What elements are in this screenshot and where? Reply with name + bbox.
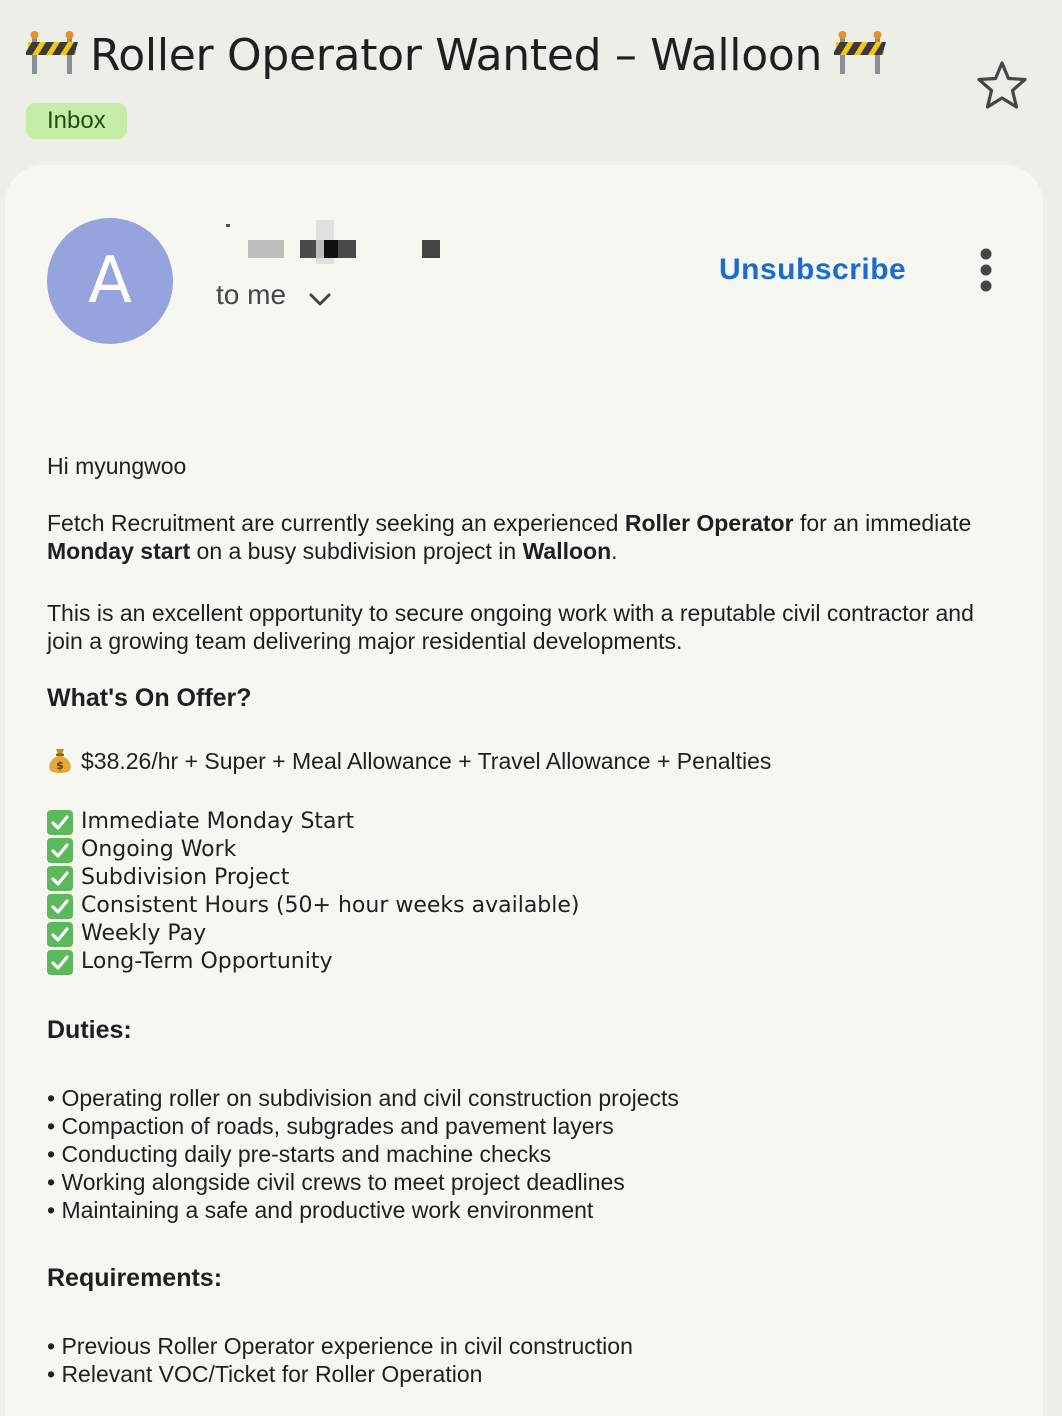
list-item: • Previous Roller Operator experience in civil construction xyxy=(47,1333,633,1359)
list-item: • Operating roller on subdivision and civil construction projects xyxy=(47,1085,679,1111)
intro-paragraph: Fetch Recruitment are currently seeking an experienced Roller Operator for an immediate Monday start on a busy subdivision project in Walloon. xyxy=(47,510,972,564)
list-item: Weekly Pay xyxy=(47,920,1007,948)
construction-barrier-icon xyxy=(834,30,886,74)
chevron-down-icon xyxy=(306,285,334,313)
pay-text: $38.26/hr + Super + Meal Allowance + Travel Allowance + Penalties xyxy=(81,748,772,774)
recipient-label: to me xyxy=(216,279,287,310)
email-subject xyxy=(26,26,886,86)
list-item: Ongoing Work xyxy=(47,836,1007,864)
more-vert-icon[interactable] xyxy=(970,246,1002,298)
offer-list xyxy=(47,808,1007,976)
offer-heading: What's On Offer? xyxy=(47,684,252,712)
email-body xyxy=(47,452,1007,1416)
requirements-heading: Requirements: xyxy=(47,1264,223,1292)
recipient-toggle[interactable] xyxy=(216,276,334,314)
list-item: • Compaction of roads, subgrades and pavement layers xyxy=(47,1113,614,1139)
check-mark-button-icon xyxy=(47,810,73,835)
requirements-list xyxy=(47,1332,1007,1388)
opportunity-paragraph: This is an excellent opportunity to secure ongoing work with a reputable civil contractor and join a growing team delivering major residential developments. xyxy=(47,600,974,654)
money-bag-icon xyxy=(47,747,73,775)
svg-text:$: $ xyxy=(56,759,64,772)
sender-name-redacted[interactable] xyxy=(214,220,454,264)
list-item: Immediate Monday Start xyxy=(47,808,1007,836)
duties-heading: Duties: xyxy=(47,1016,132,1044)
list-item: • Conducting daily pre-starts and machine checks xyxy=(47,1141,552,1167)
list-item: Long-Term Opportunity xyxy=(47,948,1007,976)
list-item: • Relevant VOC/Ticket for Roller Operation xyxy=(47,1361,483,1387)
list-item: Subdivision Project xyxy=(47,864,1007,892)
check-mark-button-icon xyxy=(47,894,73,919)
list-item: Consistent Hours (50+ hour weeks available) xyxy=(47,892,1007,920)
check-mark-button-icon xyxy=(47,922,73,947)
unsubscribe-link[interactable]: Unsubscribe xyxy=(719,253,907,286)
check-mark-button-icon xyxy=(47,838,73,863)
subject-text: Roller Operator Wanted – Walloon xyxy=(90,30,823,81)
pay-line xyxy=(47,747,1007,775)
duties-list xyxy=(47,1084,1007,1224)
list-item: • Maintaining a safe and productive work environment xyxy=(47,1197,594,1223)
star-icon[interactable] xyxy=(974,58,1030,114)
check-mark-button-icon xyxy=(47,950,73,975)
avatar[interactable]: A xyxy=(47,218,173,344)
list-item: • Working alongside civil crews to meet project deadlines xyxy=(47,1169,625,1195)
check-mark-button-icon xyxy=(47,866,73,891)
greeting: Hi myungwoo xyxy=(47,453,187,479)
construction-barrier-icon xyxy=(26,30,78,74)
inbox-label-chip[interactable]: Inbox xyxy=(26,103,127,139)
